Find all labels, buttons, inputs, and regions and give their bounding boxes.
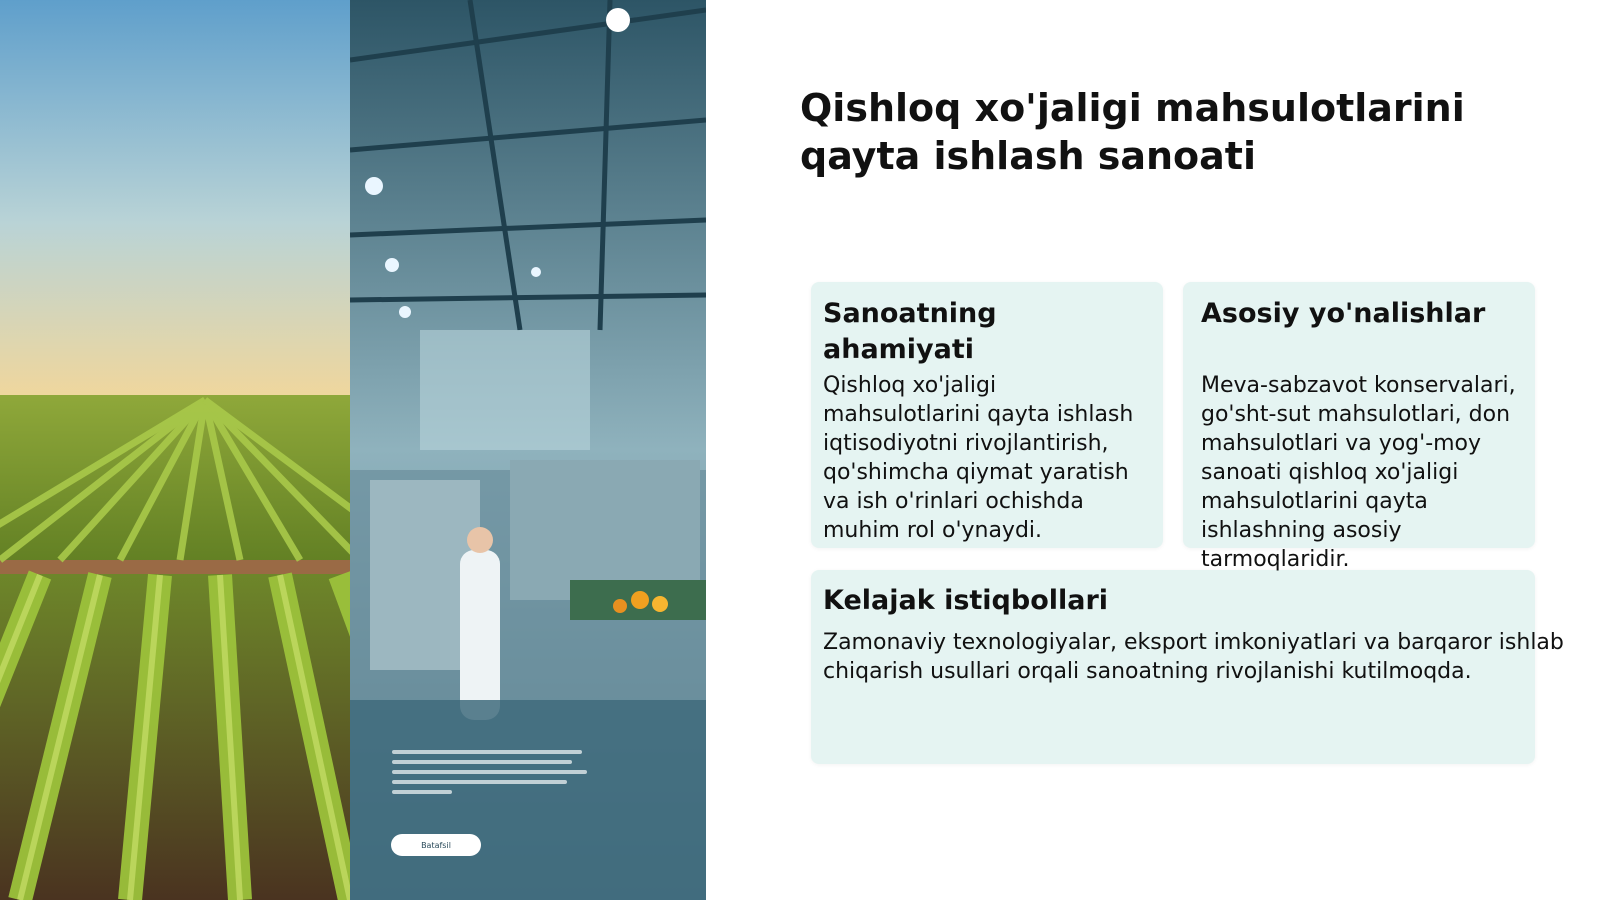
food-processing-factory-photo [350,0,706,900]
factory-caption-text [392,750,592,800]
card-importance-text: Qishloq xo'jaligi mahsulotlarini qayta ishlash iqtisodiyotni rivojlantirish, qo'shimcha qiymat yaratish va ish o'rinlari ochishda muhim rol o'ynaydi. [823,373,1134,543]
card-prospects-text: Zamonaviy texnologiyalar, eksport imkoniyatlari va barqaror ishlab chiqarish usullari orqali sanoatning rivojlanishi kutilmoqda. [823,630,1564,684]
card-directions-text: Meva-sabzavot konservalari, go'sht-sut mahsulotlari, don mahsulotlari va yog'-moy sanoati qishloq xo'jaligi mahsulotlarini qayta ishlashning asosiy tarmoqlaridir. [1201,373,1516,572]
factory-more-button[interactable]: Batafsil [391,834,481,856]
card-prospects-title: Kelajak istiqbollari [823,585,1109,616]
field-illustration [0,0,350,900]
agricultural-field-photo [0,0,350,900]
image-collage [0,0,706,900]
card-directions-title: Asosiy yo'nalishlar [1201,298,1486,329]
card-importance-title: Sanoatning ahamiyati [823,298,997,365]
slide-title: Qishloq xo'jaligi mahsulotlarini qayta ishlash sanoati [800,86,1465,178]
